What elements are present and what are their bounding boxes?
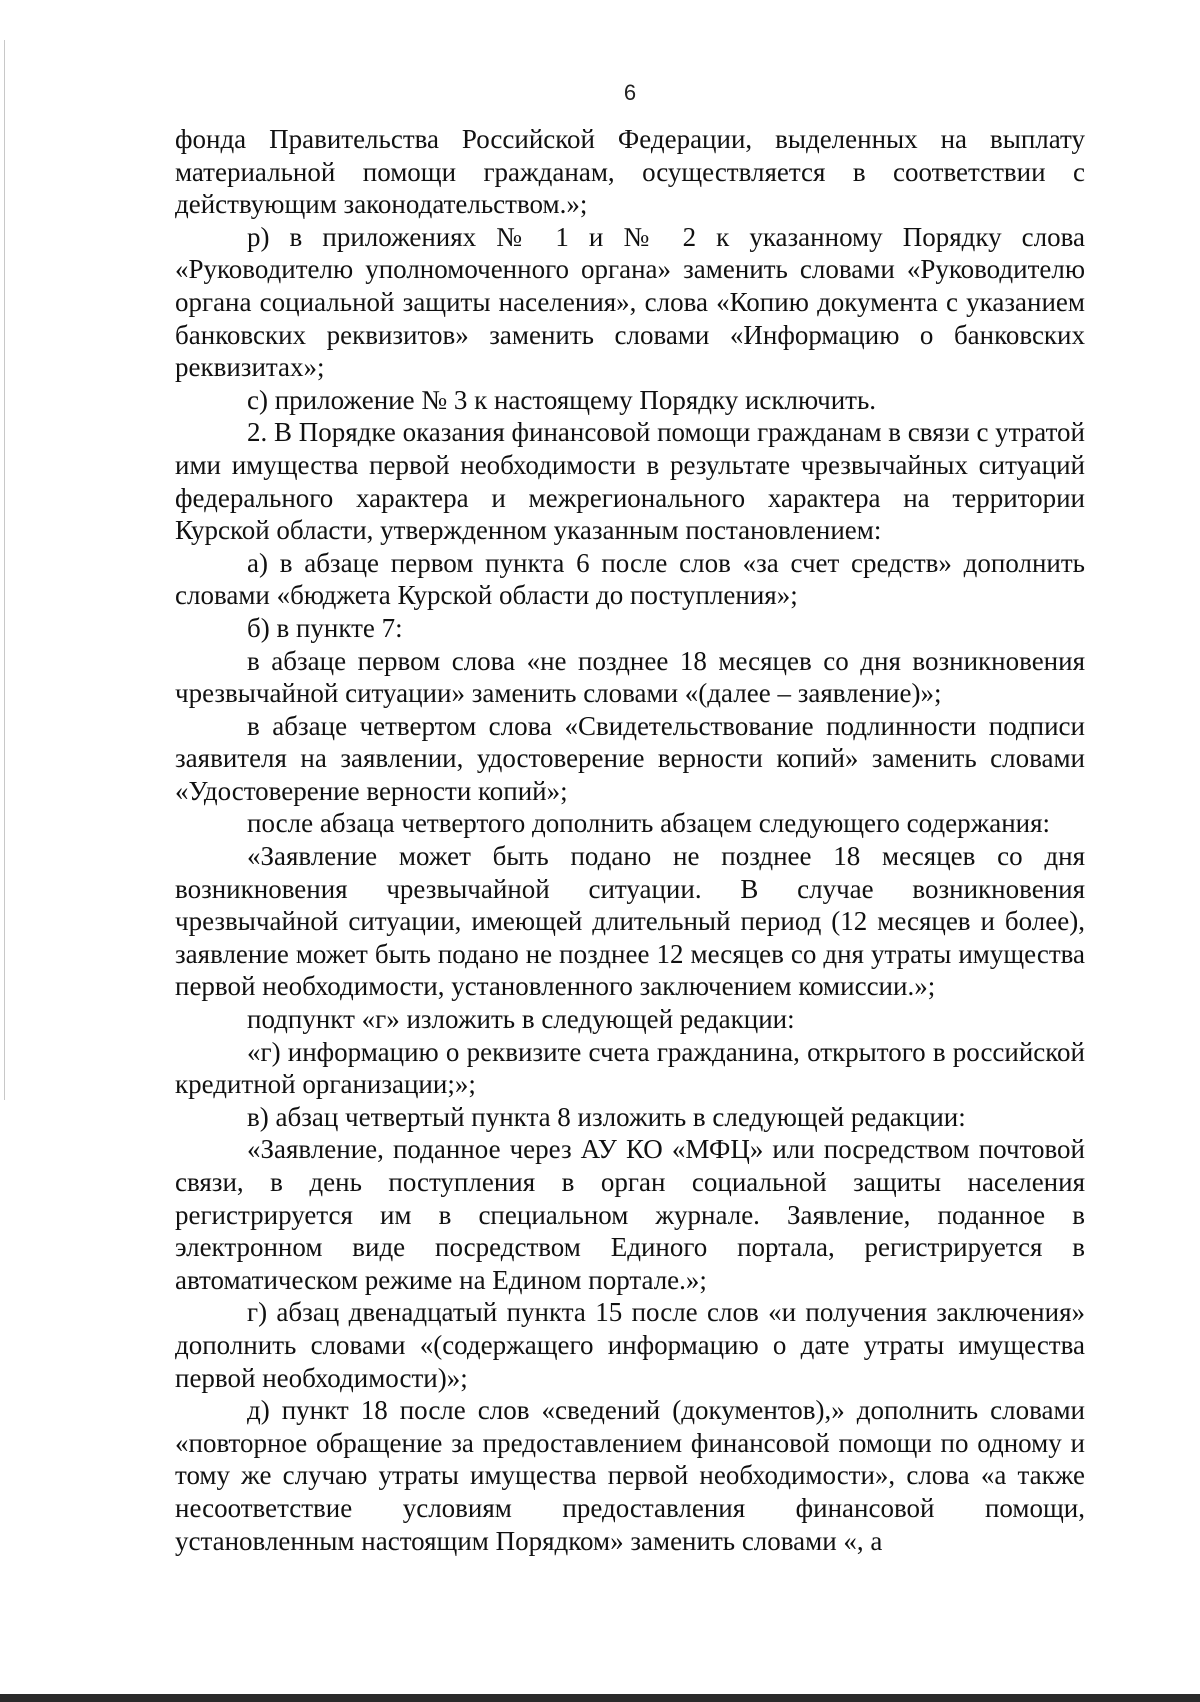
paragraph-item-b: б) в пункте 7: <box>247 612 403 643</box>
paragraph-item-d: д) пункт 18 после слов «сведений (документов),» дополнить словами «повторное обращение за предоставлением финансовой помощи по одному и тому же случаю утраты имущества первой необходимости», слова «а также несоответствие условиям предоставления финансовой помощи, установленным настоящим Порядком» заменить словами «, а <box>175 1395 1085 1556</box>
paragraph-item-a: а) в абзаце первом пункта 6 после слов «за счет средств» дополнить словами «бюджета Курской области до поступления»; <box>175 547 1085 611</box>
page-bottom-edge <box>0 1694 1200 1702</box>
paragraph-item-v: в) абзац четвертый пункта 8 изложить в следующей редакции: <box>247 1101 966 1132</box>
paragraph-b-quote: «Заявление может быть подано не позднее 18 месяцев со дня возникновения чрезвычайной ситуации. В случае возникновения чрезвычайной ситуации, имеющей длительный период (12 месяцев и более), заявление может быть подано не позднее 12 месяцев со дня утраты имущества первой необходимости, установленного заключением комиссии.»; <box>175 841 1085 1002</box>
paragraph-b-subitem-g: подпункт «г» изложить в следующей редакции: <box>247 1004 795 1035</box>
paragraph-v-quote: «Заявление, поданное через АУ КО «МФЦ» или посредством почтовой связи, в день поступления в орган социальной защиты населения регистрируется им в специальном журнале. Заявление, поданное в электронном виде посредством Единого портала, регистрируется в автоматическом режиме на Едином портале.»; <box>175 1134 1085 1295</box>
page-number: 6 <box>623 80 637 105</box>
paragraph-continuation: фонда Правительства Российской Федерации, выделенных на выплату материальной помощи гражданам, осуществляется в соответствии с действующим законодательством.»; <box>175 124 1085 220</box>
paragraph-b-fourth: в абзаце четвертом слова «Свидетельствование подлинности подписи заявителя на заявлении, удостоверение верности копий» заменить словами «Удостоверение верности копий»; <box>175 710 1085 806</box>
paragraph-section-2: 2. В Порядке оказания финансовой помощи гражданам в связи с утратой ими имущества первой необходимости в результате чрезвычайных ситуаций федерального характера и межрегионального характера на территории Курской области, утвержденном указанным постановлением: <box>175 417 1085 546</box>
paragraph-item-s: с) приложение № 3 к настоящему Порядку исключить. <box>247 384 877 415</box>
paragraph-b-subitem-g-text: «г) информацию о реквизите счета гражданина, открытого в российской кредитной организации;»; <box>175 1036 1085 1100</box>
paragraph-item-g: г) абзац двенадцатый пункта 15 после слов «и получения заключения» дополнить словами «(содержащего информацию о дате утраты имущества первой необходимости)»; <box>175 1297 1085 1393</box>
paragraph-item-r: р) в приложениях № 1 и № 2 к указанному Порядку слова «Руководителю уполномоченного органа» заменить словами «Руководителю органа социальной защиты населения», слова «Копию документа с указанием банковских реквизитов» заменить словами «Информацию о банковских реквизитах»; <box>175 221 1085 383</box>
document-body <box>175 123 1085 1557</box>
paragraph-b-first: в абзаце первом слова «не позднее 18 месяцев со дня возникновения чрезвычайной ситуации» заменить словами «(далее – заявление)»; <box>175 645 1085 709</box>
page-edge <box>4 40 5 1100</box>
paragraph-b-add: после абзаца четвертого дополнить абзацем следующего содержания: <box>247 808 1051 839</box>
